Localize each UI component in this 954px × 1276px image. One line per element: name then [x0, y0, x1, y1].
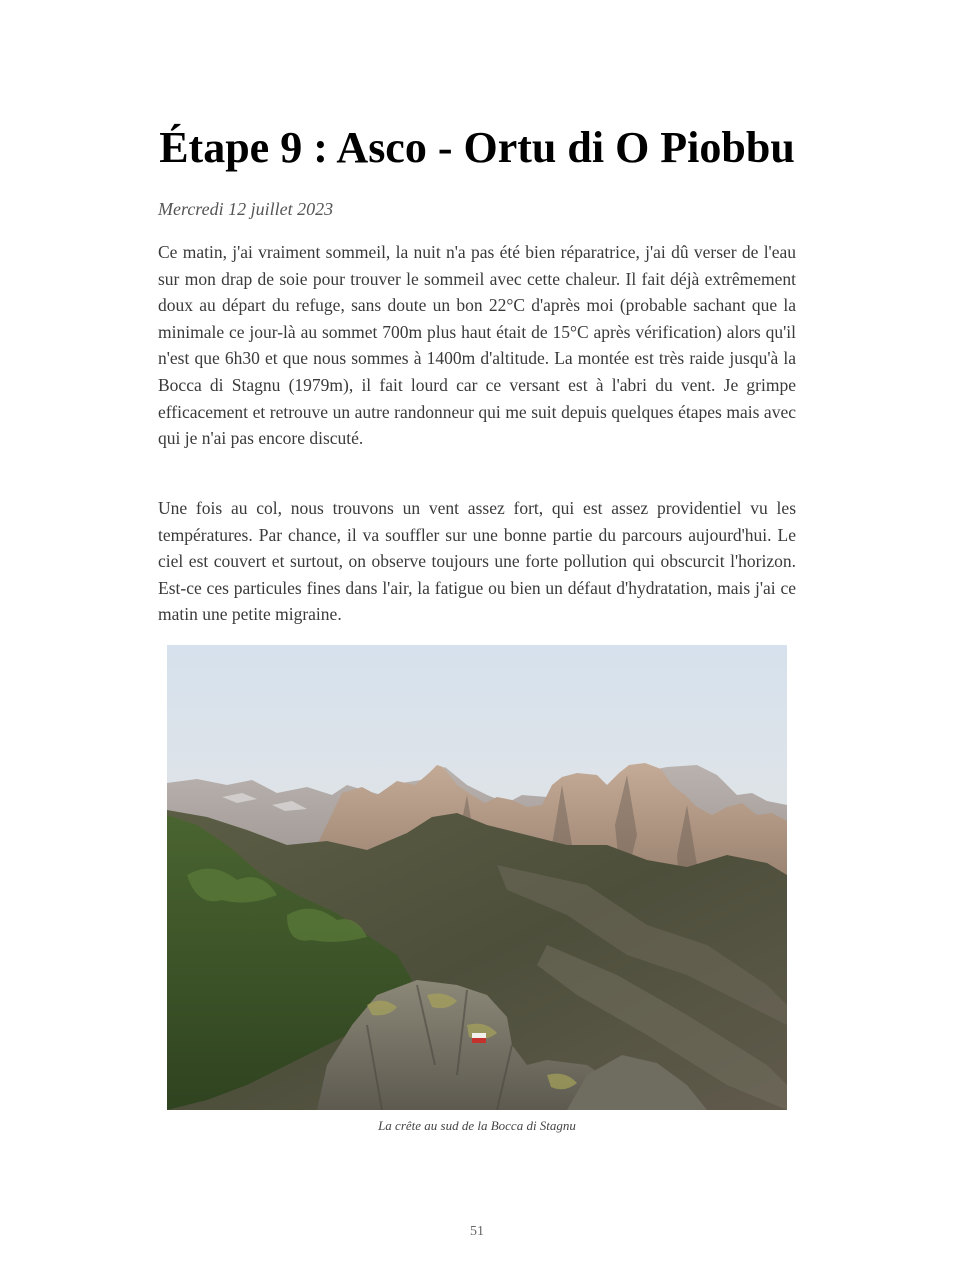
trail-marker-white [472, 1033, 486, 1038]
photo-caption: La crête au sud de la Bocca di Stagnu [378, 1118, 576, 1133]
mountain-ridge-photo [167, 645, 787, 1110]
page-number: 51 [470, 1224, 484, 1239]
trail-marker-red [472, 1038, 486, 1043]
entry-date: Mercredi 12 juillet 2023 [158, 199, 334, 219]
body-paragraph-2: Une fois au col, nous trouvons un vent assez fort, qui est assez providentiel vu les températures. Par chance, il va souffler sur une bonne partie du parcours aujourd'hui. Le ciel est couvert et surtout, on observe toujours une forte pollution qui obscurcit l'horizon. Est-ce ces particules fines dans l'air, la fatigue ou bien un défaut d'hydratation, mais j'ai ce matin une petite migraine. [158, 498, 796, 625]
body-paragraph-1: Ce matin, j'ai vraiment sommeil, la nuit n'a pas été bien réparatrice, j'ai dû verser de l'eau sur mon drap de soie pour trouver le sommeil avec cette chaleur. Il fait déjà extrêmement doux au départ du refuge, sans doute un bon 22°C d'après moi (probable sachant que la minimale ce jour-là au sommet 700m plus haut était de 15°C après vérification) alors qu'il n'est que 6h30 et que nous sommes à 1400m d'altitude. La montée est très raide jusqu'à la Bocca di Stagnu (1979m), il fait lourd car ce versant est à l'abri du vent. Je grimpe efficacement et retrouve un autre randonneur qui me suit depuis quelques étapes mais avec qui je n'ai pas encore discuté. [158, 242, 796, 449]
page-title: Étape 9 : Asco - Ortu di O Piobbu [159, 123, 795, 172]
